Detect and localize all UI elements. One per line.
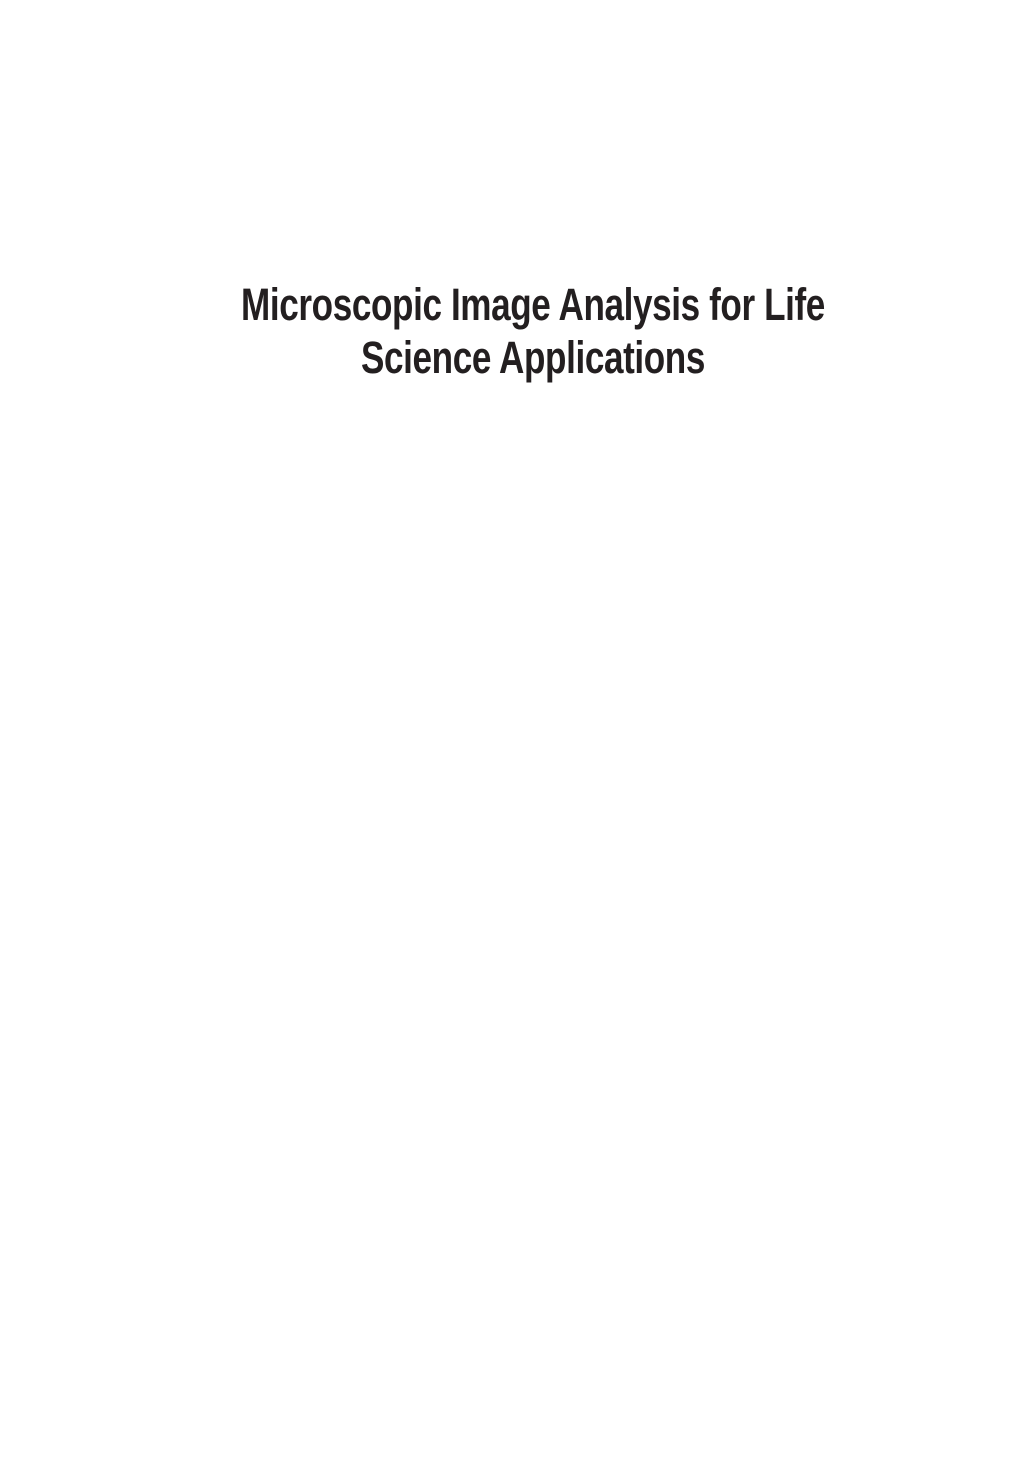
- book-title-line-1: Microscopic Image Analysis for Life: [241, 279, 825, 330]
- book-title-line-2: Science Applications: [361, 332, 705, 383]
- book-title: [150, 278, 916, 384]
